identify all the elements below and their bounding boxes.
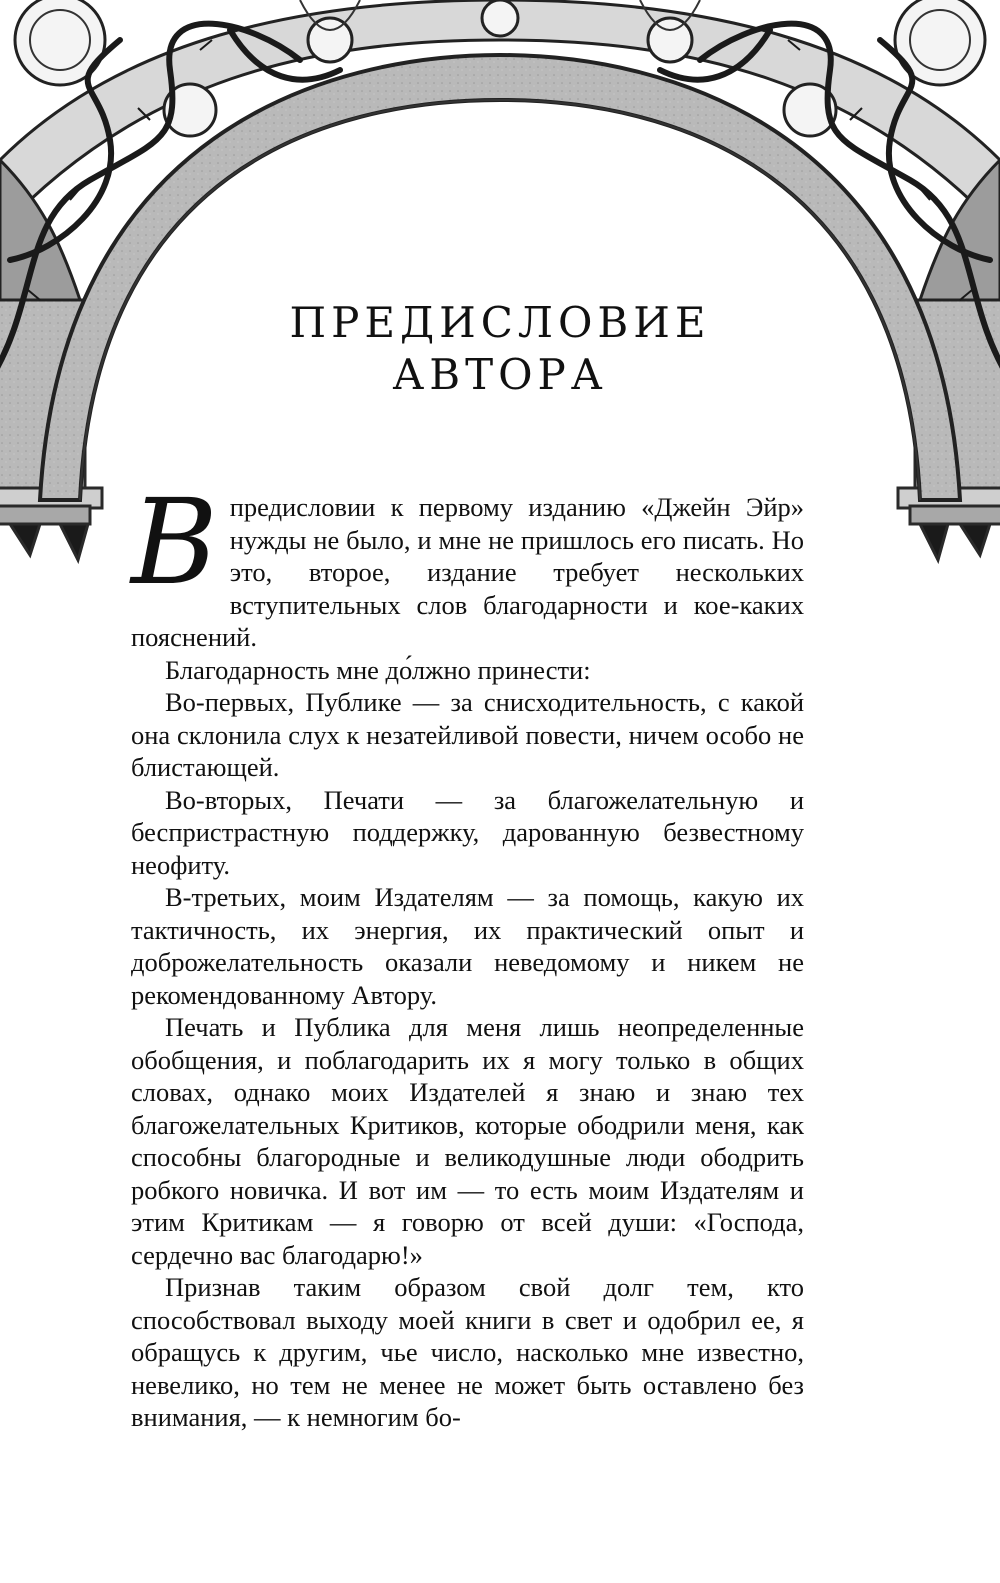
body-text <box>131 473 804 1434</box>
paragraph: В-третьих, моим Издателям — за помощь, какую их тактичность, их энергия, их практический опыт и доброжелательность оказали неведомому и никем не рекомендованному Автору. <box>131 882 804 1010</box>
paragraph: Печать и Публика для меня лишь неопределенные обобщения, и поблагодарить их я могу только в общих словах, однако моих Издателей я знаю и знаю тех благожелательных Критиков, которые ободрили меня, как способны благородные и великодушные люди ободрить робкого новичка. И вот им — то есть моим Издателям и этим Критикам — я говорю от всей души: «Господа, сердечно вас благодарю!» <box>131 1012 804 1270</box>
drop-cap: В <box>131 473 218 611</box>
chapter-title-line-2: АВТОРА <box>392 350 608 399</box>
paragraph: Во-первых, Публике — за снисходительность, с какой она склонила слух к незатейливой повести, ничем особо не блистающей. <box>131 687 804 782</box>
paragraph: Во-вторых, Печати — за благожелательную и беспристрастную поддержку, дарованную безвестному неофиту. <box>131 784 804 880</box>
paragraph: Благодарность мне до́лжно принести: <box>165 654 591 685</box>
paragraph: В предисловии к первому изданию «Джейн Эйр» нужды не было, и мне не пришлось его писать. Но это, второе, издание требует нескольких вступительных слов благодарности и кое-каких пояснений. <box>131 473 804 652</box>
chapter-title-line-1: ПРЕДИСЛОВИЕ <box>289 298 711 347</box>
paragraph: Признав таким образом свой долг тем, кто способствовал выходу моей книги в свет и одобрил ее, я обращусь к другим, чье число, насколько мне известно, невелико, но тем не менее не может быть оставлено без внимания, — к немногим бо- <box>131 1272 804 1432</box>
